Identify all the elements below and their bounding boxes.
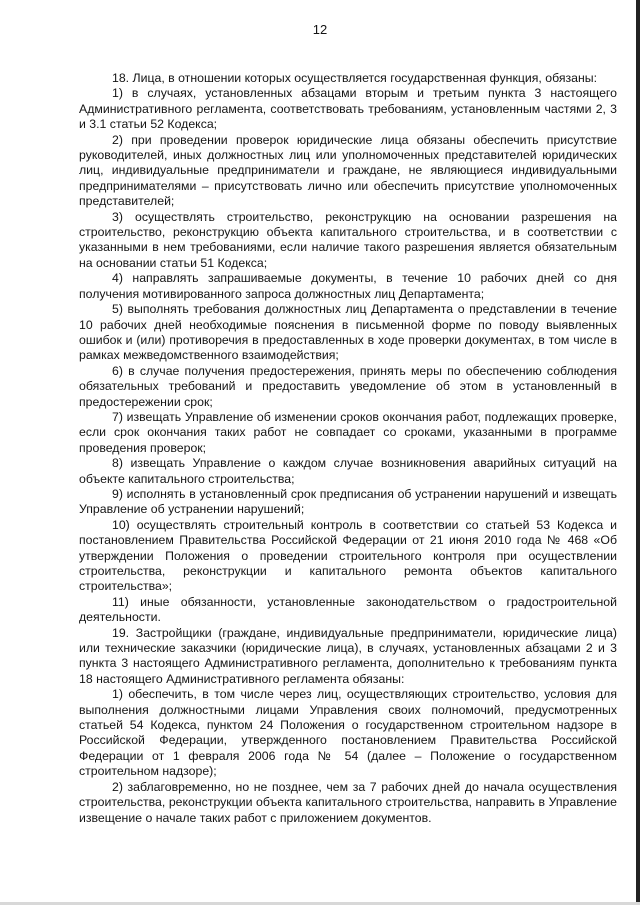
paragraph-19-item-1: 1) обеспечить, в том числе через лиц, осуществляющих строительство, условия для выполнения должностными лицами Управления своих полномочий, предусмотренных статьей 54 Кодекса, пунктом 24 Положения о государственном строительном надзоре в Российской Федерации, утвержденного постановлением Правительства Российской Федерации от 1 февраля 2006 года № 54 (далее – Положение о государственном строительном надзоре); bbox=[79, 687, 617, 779]
scan-edge-right bbox=[636, 0, 640, 905]
paragraph-18-item-3: 3) осуществлять строительство, реконструкцию на основании разрешения на строительство, реконструкцию объекта капитального строительства, и в соответствии с указанными в нем требованиями, если наличие такого разрешения является обязательным на основании статьи 51 Кодекса; bbox=[79, 209, 617, 270]
paragraph-18-item-5: 5) выполнять требования должностных лиц Департамента о представлении в течение 10 рабочих дней необходимые пояснения в письменной форме по поводу выявленных ошибок и (или) противоречия в предоставленных в ходе проверки документах, в том числе в рамках межведомственного взаимодействия; bbox=[79, 302, 617, 363]
paragraph-18: 18. Лица, в отношении которых осуществляется государственная функция, обязаны: bbox=[112, 71, 598, 85]
paragraph-18-item-10: 10) осуществлять строительный контроль в соответствии со статьей 53 Кодекса и постановлением Правительства Российской Федерации от 21 июня 2010 года № 468 «Об утверждении Положения о проведении строительного контроля при осуществлении строительства, реконструкции и капитального ремонта объектов капитального строительства»; bbox=[79, 517, 617, 594]
paragraph-18-item-8: 8) извещать Управление о каждом случае возникновения аварийных ситуаций на объекте капитального строительства; bbox=[79, 456, 617, 486]
paragraph-18-item-6: 6) в случае получения предостережения, принять меры по обеспечению соблюдения обязательных требований и предоставить уведомление об этом в установленный в предостережении срок; bbox=[79, 363, 617, 409]
page-number: 12 bbox=[312, 22, 328, 37]
paragraph-19-item-2: 2) заблаговременно, но не позднее, чем за 7 рабочих дней до начала осуществления строительства, реконструкции объекта капитального строительства, направить в Управление извещение о начале таких работ с приложением документов. bbox=[79, 779, 617, 825]
paragraph-18-item-11: 11) иные обязанности, установленные законодательством о градостроительной деятельности. bbox=[79, 594, 617, 625]
document-body bbox=[79, 71, 617, 826]
paragraph-19: 19. Застройщики (граждане, индивидуальные предприниматели, юридические лица) или технические заказчики (юридические лица), в случаях, установленных абзацами 2 и 3 пункта 3 настоящего Административного регламента, дополнительно к требованиям пункта 18 настоящего Административного регламента обязаны: bbox=[79, 625, 617, 686]
paragraph-18-item-7: 7) извещать Управление об изменении сроков окончания работ, подлежащих проверке, если срок окончания таких работ не совпадает со сроками, указанными в программе проведения проверок; bbox=[79, 409, 617, 455]
paragraph-18-item-1: 1) в случаях, установленных абзацами вторым и третьим пункта 3 настоящего Административного регламента, соответствовать требованиям, установленным частями 2, 3 и 3.1 статьи 52 Кодекса; bbox=[79, 86, 617, 132]
paragraph-18-item-4: 4) направлять запрашиваемые документы, в течение 10 рабочих дней со дня получения мотивированного запроса должностных лиц Департамента; bbox=[79, 271, 617, 301]
paragraph-18-item-2: 2) при проведении проверок юридические лица обязаны обеспечить присутствие руководителей, иных должностных лиц или уполномоченных представителей юридических лиц, индивидуальные предприниматели и граждане, не являющиеся индивидуальными предпринимателями – присутствовать лично или обеспечить присутствие уполномоченных представителей; bbox=[79, 132, 617, 209]
paragraph-18-item-9: 9) исполнять в установленный срок предписания об устранении нарушений и извещать Управление об устранении нарушений; bbox=[79, 486, 617, 517]
